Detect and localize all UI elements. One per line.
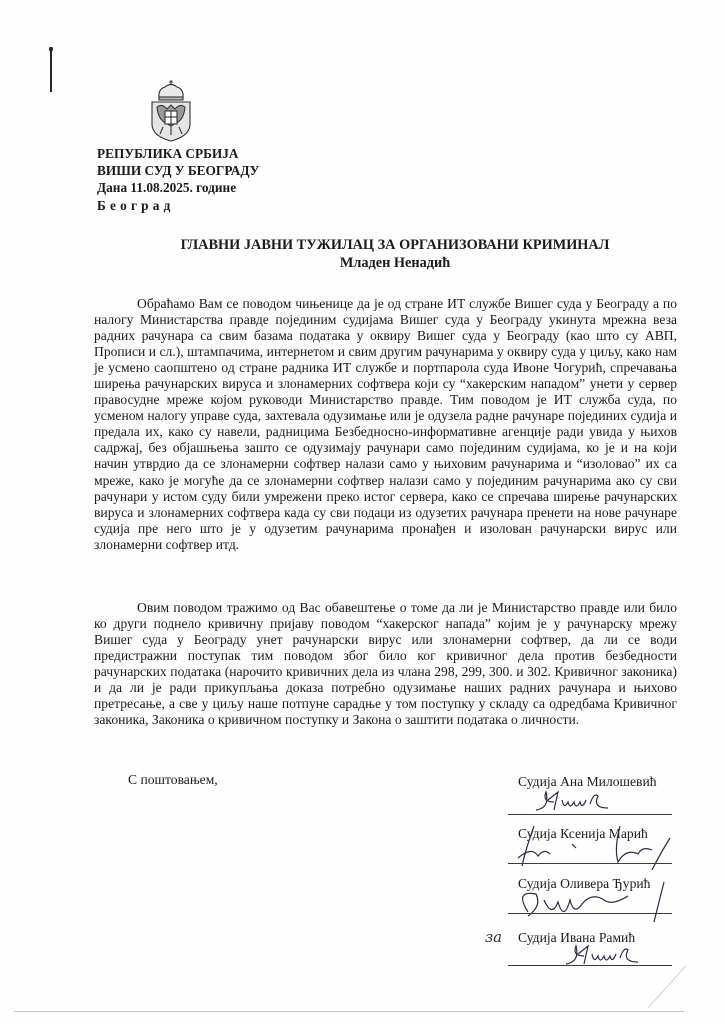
addressee-name: Младен Ненадић (339, 255, 451, 271)
issuer-country: РЕПУБЛИКА СРБИЈА (97, 146, 239, 161)
signature-line (508, 913, 672, 914)
body-paragraph-1 (94, 296, 677, 553)
handwritten-signature-icon (508, 882, 678, 928)
page-corner-edge (647, 965, 687, 1009)
addressee-block (0, 236, 724, 272)
issuer-city: Београд (97, 197, 175, 213)
issue-date: Дана 11.08.2025. године (97, 180, 237, 196)
scan-artifact-mark (50, 49, 52, 92)
paragraph-text: Овим поводом тражимо од Вас обавештење о томе да ли је Министарство правде или било ко други поднело кривичну пријаву поводом “хакерског напада” којим је у рачунарску мрежу Вишег суда у Београду унет рачунарски вирус или злонамерни софтвер, да ли се води предистражни поступак тим поводом због било ког кривичног дела против безбедности рачунарских података (нарочито кривичних дела из члана 298, 299, 300. и 302. Кривичног законика) и да ли је ради прикупљања доказа потребно одузимање наших радних рачунара и њихово претресање, а све у циљу наше потпуне сарадње у том поступку у складу са одредбама Кривичног законика, Законика о кривичном поступку и Закона о заштити података о личности. (94, 600, 677, 728)
signatory-name: Судија Ана Милошевић (518, 774, 657, 789)
page-bottom-edge (14, 1011, 684, 1012)
signature-line (508, 814, 672, 815)
addressee-title: ГЛАВНИ ЈАВНИ ТУЖИЛАЦ ЗА ОРГАНИЗОВАНИ КРИМИНАЛ (180, 237, 610, 253)
body-paragraph-2 (94, 600, 677, 728)
paragraph-text: Обраћамо Вам се поводом чињенице да је од стране ИТ службе Вишег суда у Београду а по налогу Министарства правде појединим судијама Вишег суда у Београду укинута мрежна веза радних рачунара са свим базама података у оквиру Вишег суда у Београду (као што су АВП, Прописи и сл.), штампачима, интернетом и свим другим рачунарима у оквиру суда у циљу, како нам је усмено саопштено од стране радника ИТ службе и портпарола суда Ивоне Чогурић, спречавања ширења рачунарских вируса и злонамерних софтвера који су “хакерским нападом” унети у сервер правосудне мреже којом руководи Министарство правде. Тим поводом је ИТ служба суда, по усменом налогу управе суда, захтевала одузимање или је одузела радне рачунаре појединих судија и предала их, како су навели, радницима Безбедносно-информативне агенције ради увида у њихов садржај, без објашњења зашто се одузимају рачунари само појединим судијама, ко је и на који начин утврдио да се злонамерни софтвер налази само у њиховим рачунарима и “изоловао” их са мреже, како је могуће да се злонамерни софтвер налази само у појединим рачунарима ако су сви рачунари у истом суду били умрежени преко истог сервера, како се спречава ширење рачунарских вируса и злонамерних софтвера када су сви подаци из одузетих рачунара пренети на нове рачунаре судија пре него што је у одузетим рачунарима пронађен и изолован рачунарски вирус или злонамерни софтвер итд. (94, 296, 677, 552)
signatory-name: Судија Ивана Рамић (518, 930, 636, 945)
issuer-court: ВИШИ СУД У БЕОГРАДУ (97, 163, 260, 179)
closing-salutation: С поштовањем, (128, 772, 218, 787)
signatory-name: Судија Оливера Ђурић (518, 876, 651, 891)
signature-line (508, 965, 672, 966)
issuer-header (97, 145, 259, 214)
handwritten-signature-icon (532, 788, 632, 814)
signature-line (508, 863, 672, 864)
on-behalf-prefix: за (485, 928, 503, 946)
signatory-name: Судија Ксенија Марић (518, 826, 648, 841)
serbia-coat-of-arms-icon (148, 80, 194, 142)
